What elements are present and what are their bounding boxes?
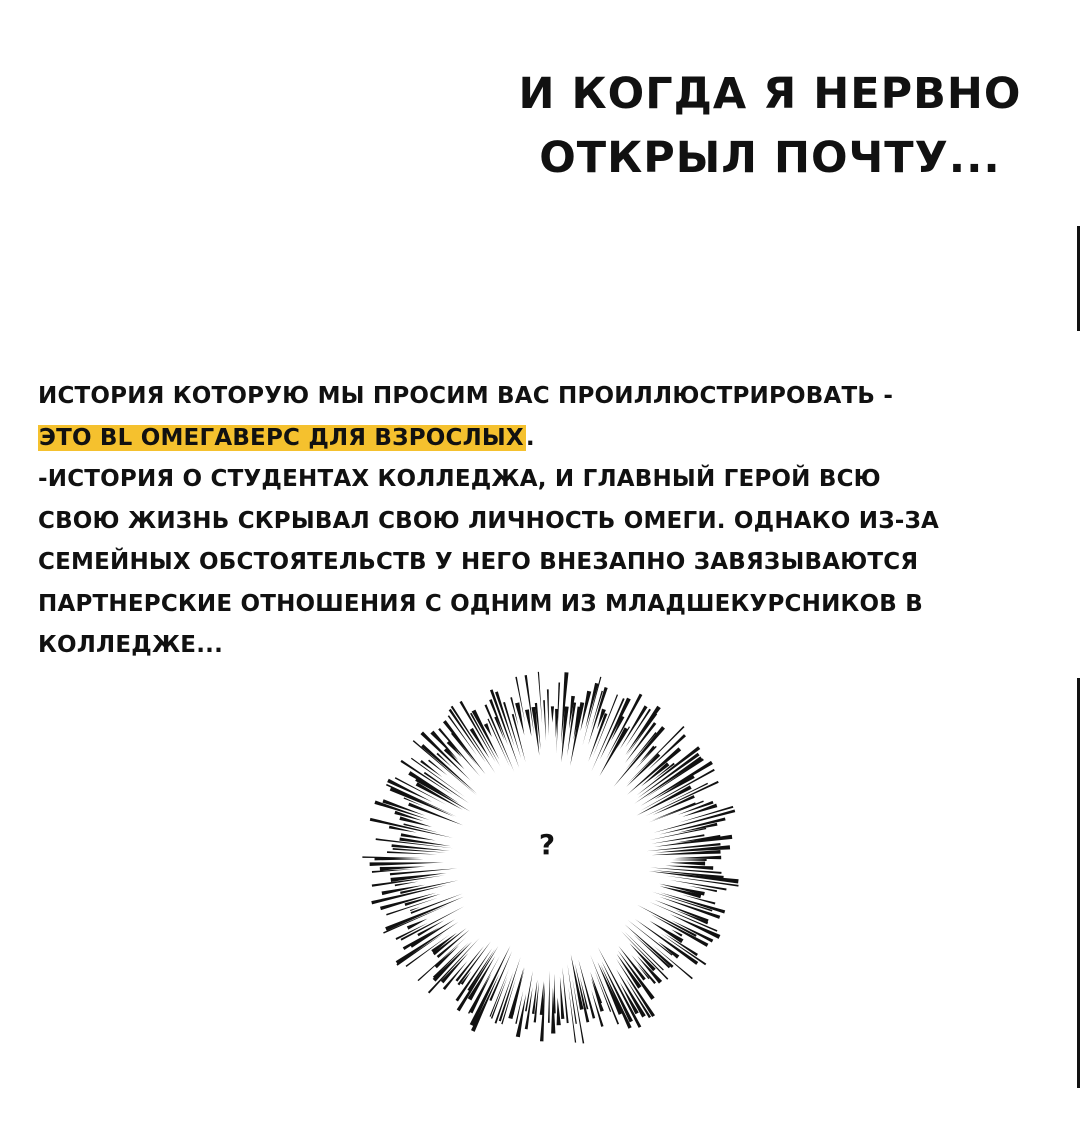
speed-line xyxy=(385,897,464,931)
speed-line xyxy=(532,707,540,756)
speed-line xyxy=(512,714,526,762)
speed-line xyxy=(624,931,664,970)
speed-line xyxy=(362,856,421,858)
speed-line xyxy=(548,971,550,1023)
speed-line xyxy=(406,935,450,967)
speed-line xyxy=(588,713,607,761)
story-line-6: ПАРТНЕРСКИЕ ОТНОШЕНИЯ С ОДНИМ ИЗ МЛАДШЕКУРСНИКОВ В xyxy=(38,590,923,617)
story-line-2-end: . xyxy=(525,424,535,451)
story-line-3: -ИСТОРИЯ О СТУДЕНТАХ КОЛЛЕДЖА, И ГЛАВНЫЙ ГЕРОЙ ВСЮ xyxy=(38,466,881,492)
speed-line xyxy=(399,816,432,827)
speed-line xyxy=(653,945,693,979)
speed-line xyxy=(650,828,706,840)
speed-line xyxy=(590,972,602,1004)
story-description xyxy=(38,376,1038,667)
speed-line xyxy=(387,851,437,854)
speed-line xyxy=(411,894,463,914)
speed-line xyxy=(525,709,531,736)
speed-line xyxy=(554,974,556,1014)
speed-line xyxy=(382,885,426,895)
speed-line xyxy=(649,871,739,883)
speed-line xyxy=(670,862,705,866)
speed-line xyxy=(670,880,726,891)
speed-line xyxy=(645,781,718,816)
speed-line xyxy=(557,998,561,1026)
speed-line xyxy=(401,906,465,940)
speed-line xyxy=(490,689,519,768)
highlighted-genre-text: ЭТО BL ОМЕГАВЕРС ДЛЯ ВЗРОСЛЫХ xyxy=(39,424,524,451)
story-line-4: СВОЮ ЖИЗНЬ СКРЫВАЛ СВОЮ ЛИЧНОСТЬ ОМЕГИ. ОДНАКО ИЗ-ЗА xyxy=(38,507,940,534)
story-line-7: КОЛЛЕДЖЕ... xyxy=(38,632,224,658)
speed-line xyxy=(400,880,458,894)
speed-line xyxy=(538,672,542,725)
speed-line xyxy=(551,706,554,722)
speed-line xyxy=(543,700,546,741)
speed-line xyxy=(675,856,721,859)
speed-line xyxy=(547,689,549,735)
speed-line xyxy=(370,862,444,866)
speed-line xyxy=(641,761,713,806)
narration-heading xyxy=(500,62,1040,190)
story-line-5: СЕМЕЙНЫХ ОБСТОЯТЕЛЬСТВ У НЕГО ВНЕЗАПНО ЗАВЯЗЫВАЮТСЯ xyxy=(38,549,919,575)
speed-line xyxy=(390,868,457,875)
speed-line xyxy=(416,782,463,810)
heading-line-1: И КОГДА Я НЕРВНО xyxy=(518,69,1022,119)
heading-line-2: ОТКРЫЛ ПОЧТУ... xyxy=(539,133,1001,183)
speed-line xyxy=(540,981,544,1015)
question-mark: ? xyxy=(538,828,556,861)
story-line-2 xyxy=(38,418,1038,460)
speed-line xyxy=(508,967,524,1019)
speed-line xyxy=(380,867,426,871)
story-line-1: ИСТОРИЯ КОТОРУЮ МЫ ПРОСИМ ВАС ПРОИЛЛЮСТРИРОВАТЬ - xyxy=(38,383,894,409)
speed-line xyxy=(672,859,706,861)
speed-line xyxy=(659,817,726,834)
speed-line xyxy=(525,971,533,1012)
